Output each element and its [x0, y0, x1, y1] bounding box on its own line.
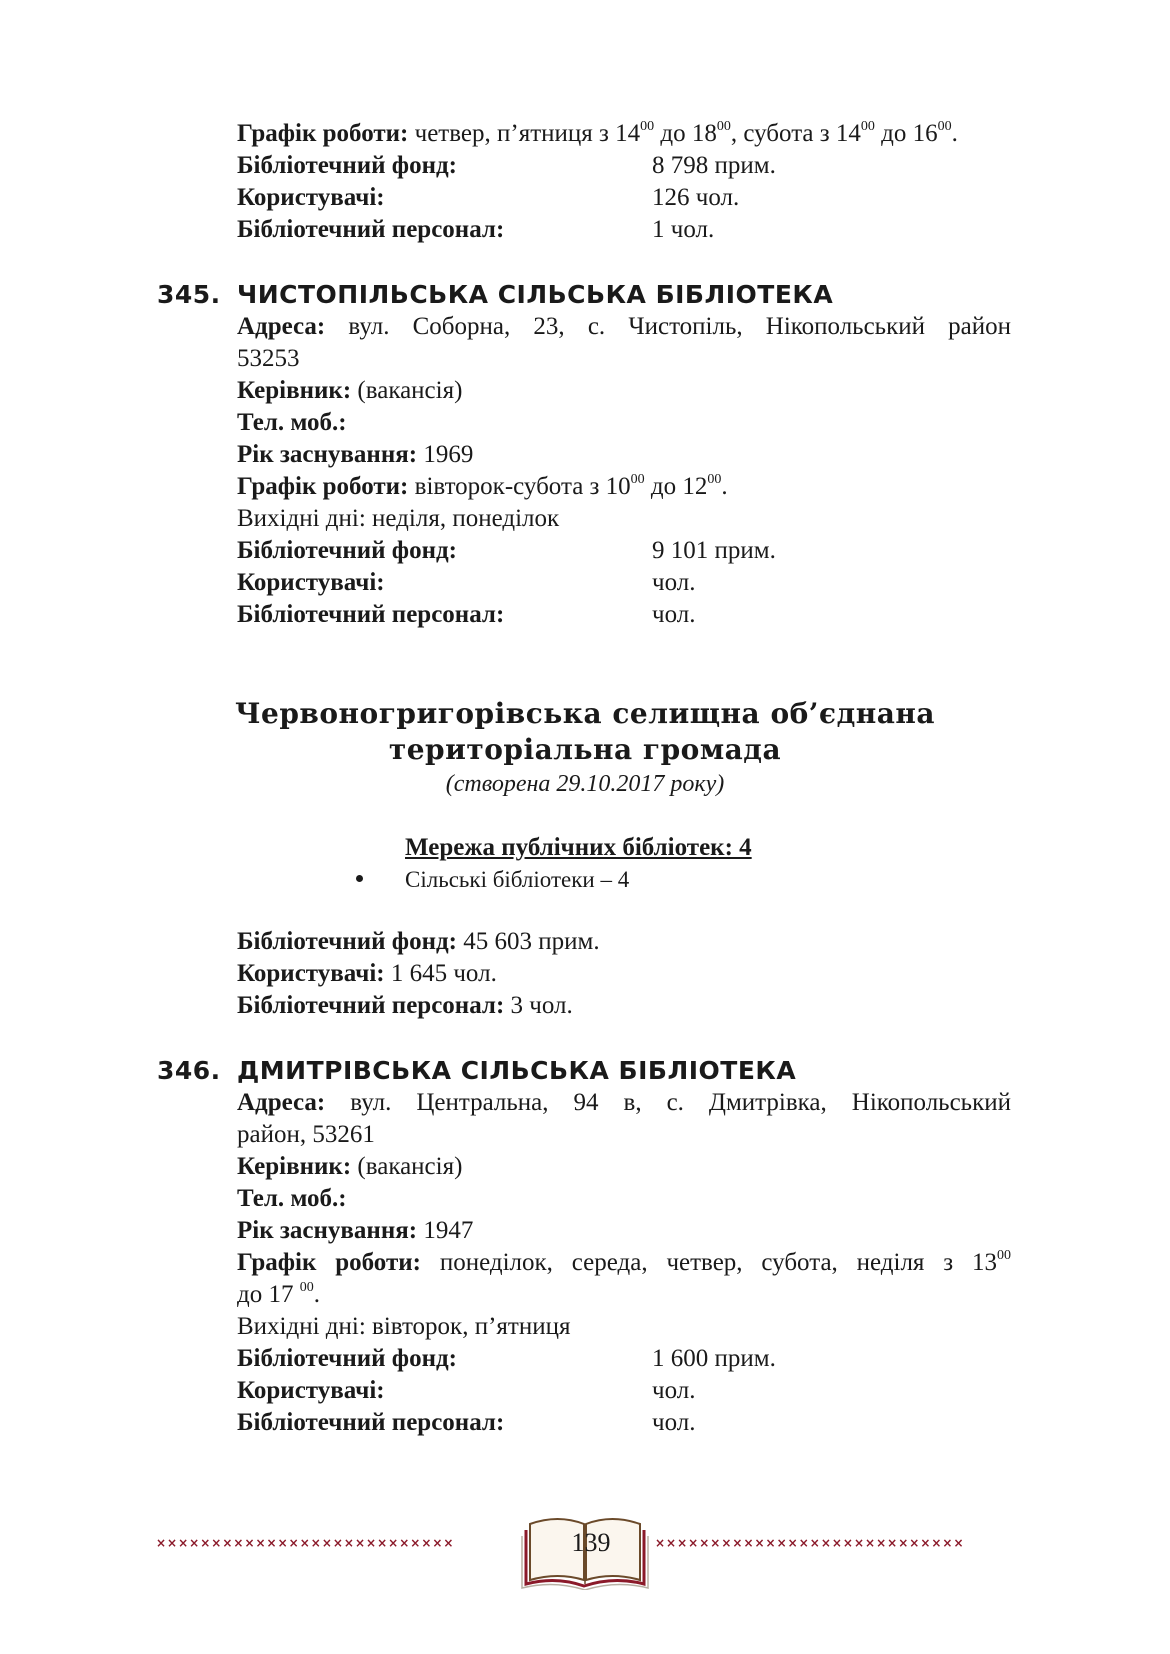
address-label: Адреса: [237, 313, 326, 340]
schedule-line [237, 118, 958, 150]
address-line [237, 311, 1011, 343]
address-text: вул. Центральна, 94 в, с. Дмитрівка, Нікопольський [325, 1089, 1011, 1116]
founded-value: 1969 [417, 441, 474, 468]
community-title-line1: Червоногригорівська селищна об’єднана [234, 697, 936, 730]
fund-label: Бібліотечний фонд: [237, 1345, 457, 1372]
staff-label: Бібліотечний персонал: [237, 992, 505, 1019]
community-staff-line [237, 990, 573, 1022]
users-value: чол. [652, 569, 696, 596]
schedule-text: . [721, 473, 728, 500]
schedule-label: Графік роботи: [237, 1249, 421, 1276]
time-sup: 00 [716, 119, 731, 134]
fund-label: Бібліотечний фонд: [237, 537, 457, 564]
schedule-text: до 16 [874, 120, 938, 147]
head-line [237, 375, 462, 407]
staff-label: Бібліотечний персонал: [237, 1409, 505, 1436]
schedule-line [237, 1247, 1011, 1279]
time-sup: 00 [640, 119, 655, 134]
founded-value: 1947 [417, 1217, 474, 1244]
users-label: Користувачі: [237, 960, 385, 987]
founded-label: Рік заснування: [237, 441, 418, 468]
fund-value: 8 798 прим. [652, 152, 776, 179]
head-line [237, 1151, 462, 1183]
schedule-label: Графік роботи: [237, 120, 409, 147]
fund-label: Бібліотечний фонд: [237, 152, 457, 179]
entry-title: ЧИСТОПІЛЬСЬКА СІЛЬСЬКА БІБЛІОТЕКА [237, 280, 834, 309]
schedule-text: вівторок-субота з 10 [408, 473, 631, 500]
founded-line [237, 1215, 473, 1247]
users-label: Користувачі: [237, 569, 385, 596]
schedule-label: Графік роботи: [237, 473, 409, 500]
users-label: Користувачі: [237, 1377, 385, 1404]
staff-value: чол. [652, 601, 696, 628]
head-label: Керівник: [237, 377, 352, 404]
time-sup: 00 [860, 119, 875, 134]
schedule-text: четвер, п’ятниця з 14 [408, 120, 641, 147]
address-line-2: 53253 [237, 345, 300, 372]
schedule-text: , субота з 14 [730, 120, 861, 147]
community-fund-line [237, 926, 600, 958]
phone-label: Тел. моб.: [237, 1185, 347, 1212]
footer-ornament-right: ×××××××××××××××××××××××××××× [655, 1536, 965, 1550]
days-off: Вихідні дні: вівторок, п’ятниця [237, 1313, 571, 1340]
founded-line [237, 439, 473, 471]
head-value: (вакансія) [351, 377, 463, 404]
fund-value: 1 600 прим. [652, 1345, 776, 1372]
bullet-icon [356, 875, 363, 882]
community-users-line [237, 958, 497, 990]
schedule-text: . [951, 120, 958, 147]
fund-value: 9 101 прим. [652, 537, 776, 564]
staff-label: Бібліотечний персонал: [237, 216, 505, 243]
users-label: Користувачі: [237, 184, 385, 211]
time-sup: 00 [997, 1248, 1012, 1263]
time-sup: 00 [299, 1280, 314, 1295]
time-sup: 00 [707, 472, 722, 487]
address-label: Адреса: [237, 1089, 326, 1116]
entry-title: ДМИТРІВСЬКА СІЛЬСЬКА БІБЛІОТЕКА [237, 1056, 797, 1085]
schedule-line [237, 471, 728, 503]
head-value: (вакансія) [351, 1153, 463, 1180]
entry-heading [157, 1055, 796, 1087]
address-line-2: район, 53261 [237, 1121, 375, 1148]
schedule-text: до 17 [237, 1281, 300, 1308]
time-sup: 00 [630, 472, 645, 487]
community-created: (створена 29.10.2017 року) [445, 771, 725, 797]
staff-value: 3 чол. [504, 992, 573, 1019]
fund-value: 45 603 прим. [456, 928, 600, 955]
address-text: вул. Соборна, 23, с. Чистопіль, Нікопольський район [325, 313, 1011, 340]
entry-number: 345. [157, 280, 221, 309]
users-value: 1 645 чол. [384, 960, 497, 987]
staff-value: чол. [652, 1409, 696, 1436]
staff-label: Бібліотечний персонал: [237, 601, 505, 628]
page-number: 139 [571, 1528, 611, 1557]
schedule-text: . [313, 1281, 320, 1308]
address-line [237, 1087, 1011, 1119]
founded-label: Рік заснування: [237, 1217, 418, 1244]
entry-number: 346. [157, 1056, 221, 1085]
community-title-line2: територіальна громада [388, 733, 782, 766]
head-label: Керівник: [237, 1153, 352, 1180]
schedule-text: понеділок, середа, четвер, субота, неділя з 13 [421, 1249, 998, 1276]
network-item: Сільські бібліотеки – 4 [405, 867, 630, 892]
phone-label: Тел. моб.: [237, 409, 347, 436]
users-value: чол. [652, 1377, 696, 1404]
entry-heading [157, 279, 833, 311]
fund-label: Бібліотечний фонд: [237, 928, 457, 955]
time-sup: 00 [937, 119, 952, 134]
users-value: 126 чол. [652, 184, 740, 211]
network-title: Мережа публічних бібліотек: 4 [405, 834, 752, 861]
schedule-text: до 18 [654, 120, 717, 147]
staff-value: 1 чол. [652, 216, 715, 243]
days-off: Вихідні дні: неділя, понеділок [237, 505, 560, 532]
schedule-text: до 12 [644, 473, 708, 500]
footer-ornament-left: ××××××××××××××××××××××××××× [156, 1536, 455, 1550]
schedule-line-2 [237, 1279, 320, 1311]
